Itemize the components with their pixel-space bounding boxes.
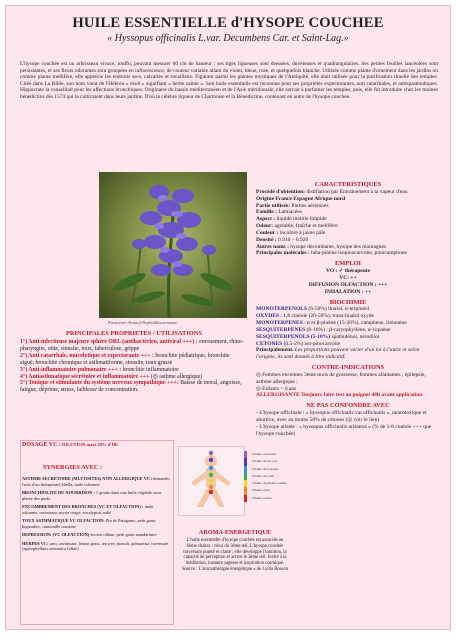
page-subtitle: « Hyssopus officinalis L.var. Decumbens Car. et Saint-Lag.»: [107, 33, 349, 44]
biochimie-line: SESQUITERPENES (8-10%) : β-caryophyllène, α-copaène: [256, 326, 391, 333]
properties-title: PRINCIPALES PROPRIETES / UTILISATIONS: [66, 330, 202, 337]
property-item: [20, 380, 245, 394]
biochimie-title: BIOCHIMIE: [329, 298, 367, 306]
chakra-dot: [209, 485, 213, 489]
chakra-dot: [209, 479, 213, 483]
chakra-dot: [209, 490, 213, 494]
chakra-dot: [209, 458, 213, 462]
property-lead: 1°) Anti-infectieuse majeure sphère ORL (antibactérien, antiviral +++) :: [20, 339, 198, 345]
carac-line: Procédé d'obtention: distillation par Entraînement à la vapeur d'eau: [256, 188, 408, 195]
property-text: Baisse de moral, angoisse, fatigue, déprime, stress, faiblesse de concentration.: [20, 380, 242, 394]
intro-paragraph: L'hysope couchée est un arbrisseau vivace, touffu, pouvant mesurer 60 cm de hauteur ; ses tiges ligneuses sont dressées, duveteuses et quadrangulaires. Ses petites feuilles lancéolées sont persistantes, et ses fleurs odorantes sont groupées en inflorescence, de couleur variable allant du violet, bleue, rose, et quelquefois blanche. Utilisée comme plante d'ornement dans les jardins ou comme plante mellifère, elle apprécie les endroits secs, calcaires et rocailleux. Figurant parmi les plantes mystiques de l'Antiquité, elle était utilisée pour la purification rituelle des temples. Citée dans La Bible, son nom vient de l'Hébreu « ezob » signifiant « herbe sainte ». Son huile essentielle est reconnue pour ses propriétés expectorantes, anti catarrhales, et antispasmodiques. Hippocrate la conseillait pour les affections bronchiques. Originaire du bassin méditerranéen et de l'Asie méridionale, elle servait à parfumer les temples, puis, elle fut introduite chez les moines bénédictins dès 1574 qui la cultivaient dans leurs jardins. D'où la célèbre liqueur de Chartreuse et la Bénédictine, contenant en autre de l'hysope couchée.: [20, 61, 438, 100]
carac-line: Odeur: agréable, fraîche et mellifère: [256, 223, 338, 230]
property-lead: 5°) Tonique et stimulante du système nerveux sympathique +++:: [20, 380, 179, 387]
chakra-label: Chakra couronne: [244, 451, 289, 458]
property-lead: 4°) Antiasthmatique sécrétoire et inflammatoire +++: [20, 373, 150, 380]
carac-line: Principales molécules : béta-pinène isopinocarvone, pinocamphone: [256, 250, 407, 257]
property-text: bronchite pédiatrique, bronchite aiguë, bronchite chronique et asthmatiforme, sinusite, toux grasse: [20, 352, 230, 366]
chakra-label: Chakra racine: [244, 495, 289, 502]
chakra-label: Chakra du 3e oeil: [244, 458, 289, 465]
confusion-title: NE PAS CONFONDRE AVEC: [306, 402, 390, 410]
carac-line: Densité : 0.910 – 0.920: [256, 236, 309, 243]
page: [5, 5, 451, 630]
emploi-line: VO : ✓ thérapeute: [325, 268, 371, 275]
chakra-label: Chakra du plexus solaire: [244, 480, 289, 487]
emploi-line: INHALATION : ++: [324, 288, 372, 295]
chakra-label: Chakra sacré: [244, 487, 289, 494]
characteristics-title: CARACTERISTIQUES: [314, 181, 382, 188]
property-item: [20, 367, 245, 374]
synergy-group: ASTHME SECRETOIRE (MUCOSITES) NON ALLERGIQUE VC (demander l'avis d'un thérapeute) khella, inule odorante: [22, 476, 170, 487]
property-text: enrouement, rhino-pharyngite, otite, sinusite, toux, tuberculose, grippe: [20, 339, 244, 352]
chakra-figure: [178, 446, 245, 516]
chakra-dot: [209, 473, 213, 477]
chakra-label: Chakra du cœur: [244, 473, 289, 480]
property-item: [20, 353, 245, 367]
property-text: (◎ asthme allergique): [149, 373, 203, 380]
chakra-dot: [209, 466, 213, 470]
carac-line: Couleur : incolore à jaune pâle: [256, 229, 326, 236]
properties-list: [20, 339, 245, 394]
aroma-energetique-title: AROMA-ENERGETIQUE: [198, 529, 272, 536]
aroma-energetique-text: L'huile essentielle d'hysope couchée est associée au 6ème chakra : celui du 3ème œil. L'hysope couchée traversant pureté et clarté ; elle développe l'intuition, la capacité de perception et active le 3ème œil. Invite à la méditation, instaure sagesse et inspiration cosmique. Source : L'aromathérapie énergétique » de Lydia Bosson: [181, 538, 289, 572]
synergies-list: [22, 476, 170, 552]
dosage-heading: [22, 442, 172, 449]
contra-line: ALLERGISANTE Toujours faire test au poignet 48h avant application: [256, 392, 423, 399]
chakra-legend: [244, 451, 289, 502]
synergy-group: DEPRESSION: (VC OLFACTION) encens oliban, petit grain mandarinier: [22, 532, 157, 537]
confusion-line: - L'hysope officinale : « hyssopus officinalis var.officinalis », neurotoxique et abortive, avec au moins 50% de cétones (◎ voir le lien): [256, 410, 427, 423]
carac-line: Partie utilisée: Parties aériennes: [256, 202, 329, 209]
biochimie-line: MONOTERPENES : α et β-pinène (15-20%), camphene, limonène: [256, 320, 407, 327]
emploi-line: VC: ++: [339, 274, 357, 281]
emploi-line: DIFFUSION OLFACTION : +++: [308, 281, 388, 288]
carac-line: Autres noms : hysope décombante, hysope des montagnes: [256, 243, 387, 250]
dilution-label: DILUTION maxi 20% d'HE: [60, 442, 119, 447]
biochimie-line: MONOTERPENOLS (6-50%) linalol, α-terpinéol: [256, 306, 370, 313]
confusion-line: - L'hysope aristée : « hyssopus officinalis aristatus » (% de 1-8 cinéole +++ que l'hysope couchée): [256, 423, 432, 437]
biochimie-note: Principalement. Les proportions pouvant varier d'un lot à l'autre et selon l'origine, ils sont donnés à titre indicatif.: [256, 347, 420, 361]
property-lead: 2°) Anti catarrhale, mucolytique et expectorante +++ :: [20, 352, 154, 359]
contra-title: CONTRE-INDICATIONS: [311, 364, 385, 372]
carac-line: Aspect : liquide mobile limpide: [256, 216, 327, 223]
synergy-group: HERPES VC: saro, ravintsara, lemon grass, tea tree, niaouli, palmarosa, ravensare (agatophyllum aromatica foliae): [22, 540, 169, 551]
photo-credit: Purescence-Aroma.fr/Sophie&Lucarnature: [108, 320, 177, 325]
contra-line: ◎ Enfants < 6 ans: [256, 385, 297, 392]
synergies-title: SYNERGIES AVEC :: [43, 464, 103, 471]
property-text: bronchite inflammatoire: [121, 366, 179, 373]
biochimie-line: CETONES (0.5-2%) iso-pinocarvone: [256, 340, 341, 347]
hyssop-photo: [99, 172, 247, 318]
emploi-title: EMPLOI: [335, 260, 361, 268]
dosage-label: DOSAGE VC :: [22, 442, 61, 448]
chakra-dot: [209, 451, 213, 455]
synergy-group: BRONCHIOLITE DU NOURRISON : 1 goutte dans une huile végétale sous plante des pieds: [22, 490, 162, 501]
biochimie-line: SESQUITERPENOLS (5-10%) spathulénol, nérodilol: [256, 333, 380, 340]
biochimie-line: OXYDES : 1,8 cinéole (20-50%), trans-linalol oxyde: [256, 313, 374, 320]
carac-line: Famille : Lamiacées: [256, 209, 302, 216]
property-item: [20, 339, 245, 353]
synergy-group: TOUX ASTHMATIQUE VC OLFACTION: Pin de Patagonie, petit grain bigaradier, camomille romaine: [22, 518, 156, 529]
carac-line: Origine France Espagne Afrique nord: [256, 195, 346, 202]
right-column: [256, 182, 440, 438]
synergy-group: ENCOMBREMENT DES BRONCHES (VC ET OLFACTION) : inule odorante, ravintsara, myrte rouge, eucalyptus radié: [22, 504, 154, 515]
page-title: HUILE ESSENTIELLE d'HYSOPE COUCHEE: [72, 15, 384, 31]
chakra-label: Chakra de la gorge: [244, 466, 289, 473]
property-lead: 3°) Anti-inflammatoire pulmonaire +++ :: [20, 366, 122, 373]
contra-line: ◎ Femmes enceintes 3ème mois de grossesse, femmes allaitantes ; épilepsie, asthme allergique ;: [256, 371, 426, 385]
